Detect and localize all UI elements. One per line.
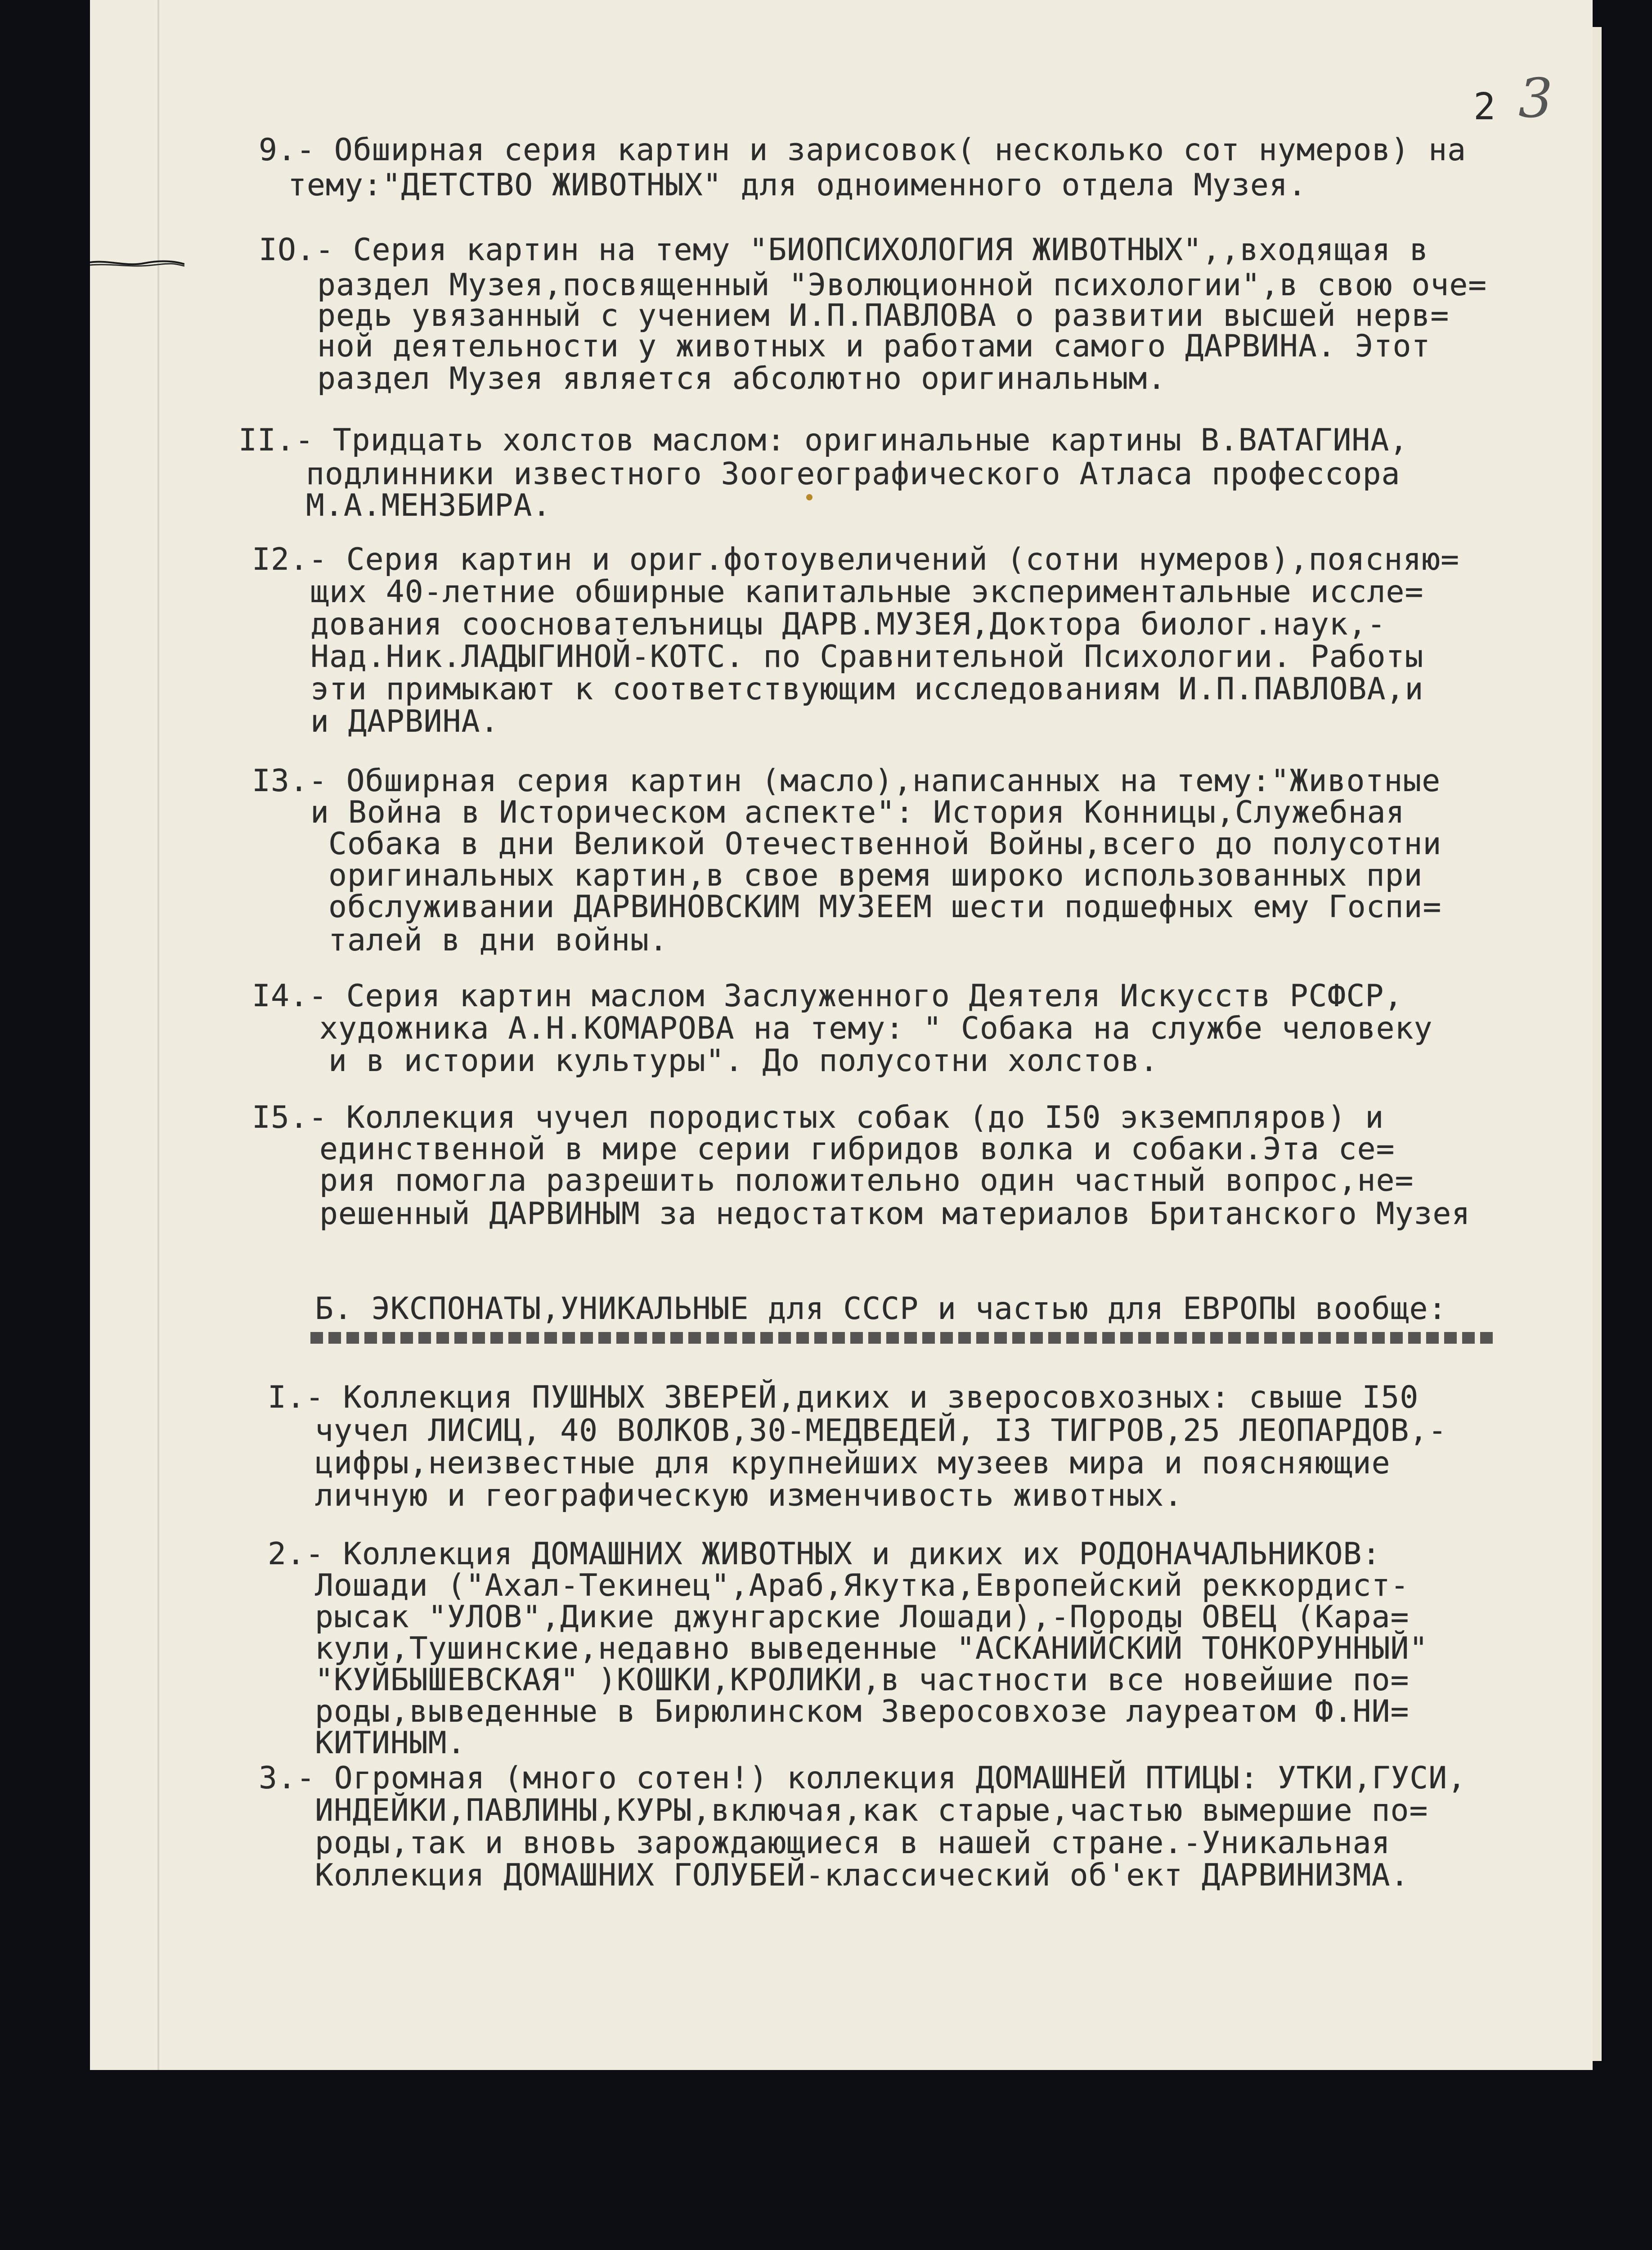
p13-line-1: I3.- Обширная серия картин (масло),написанных на тему:"Животные (252, 763, 1441, 799)
b2-line-7: КИТИНЫМ. (315, 1725, 466, 1761)
b2-line-1: 2.- Коллекция ДОМАШНИХ ЖИВОТНЫХ и диких их РОДОНАЧАЛЬНИКОВ: (268, 1536, 1381, 1572)
heading-double-underline (310, 1332, 1494, 1344)
b1-line-1: I.- Коллекция ПУШНЫХ ЗВЕРЕЙ,диких и зверосовхозных: свыше I50 (268, 1380, 1419, 1415)
b1-line-4: личную и географическую изменчивость животных. (315, 1478, 1183, 1513)
p12-line-3: дования сооснователъницы ДАРВ.МУЗЕЯ,Доктора биолог.наук,- (310, 607, 1386, 642)
p14-line-1: I4.- Серия картин маслом Заслуженного Деятеля Искусств РСФСР, (252, 978, 1403, 1014)
p12-line-1: I2.- Серия картин и ориг.фотоувеличений (сотни нумеров),поясняю= (252, 542, 1460, 577)
b2-line-6: роды,выведенные в Бирюлинском Зверосовхозе лауреатом Ф.НИ= (315, 1694, 1410, 1729)
p10-line-1: IO.- Серия картин на тему "БИОПСИХОЛОГИЯ ЖИВОТНЫХ",,входящая в (259, 232, 1429, 268)
p14-line-3: и в истории культуры". До полусотни холстов. (328, 1043, 1159, 1079)
p11-line-2: подлинники известного Зоогеографического Атласа профессора (306, 456, 1401, 492)
p13-line-5: обслуживании ДАРВИНОВСКИМ МУЗЕЕМ шести подшефных ему Госпи= (328, 889, 1442, 925)
p10-line-2: раздел Музея,посвященный "Эволюционной психологии",в свою оче= (317, 267, 1487, 303)
b1-line-3: цифры,неизвестные для крупнейших музеев мира и поясняющие (315, 1445, 1391, 1481)
p9-line-2: тему:"ДЕТСТВО ЖИВОТНЫХ" для одноименного отдела Музея. (288, 167, 1307, 203)
p13-line-4: оригинальных картин,в свое время широко использованных при (328, 858, 1423, 893)
b3-line-4: Коллекция ДОМАШНИХ ГОЛУБЕЙ-классический об'ект ДАРВИНИЗМА. (315, 1858, 1410, 1893)
p13-line-3: Собака в дни Великой Отечественной Войны,всего до полусотни (328, 826, 1442, 862)
p15-line-3: рия помогла разрешить положительно один частный вопрос,не= (319, 1163, 1414, 1198)
p12-line-2: щих 40-летние обширные капитальные экспериментальные иссле= (310, 574, 1424, 610)
p15-line-2: единственной в мире серии гибридов волка и собаки.Эта се= (319, 1131, 1395, 1167)
b2-line-4: кули,Тушинские,недавно выведенные "АСКАНИЙСКИЙ ТОНКОРУННЫЙ" (315, 1631, 1428, 1666)
p11-line-3: М.А.МЕНЗБИРА. (306, 488, 552, 523)
b2-line-5: "КУЙБЫШЕВСКАЯ" )КОШКИ,КРОЛИКИ,в частности все новейшие по= (315, 1662, 1410, 1698)
p10-line-4: ной деятельности у животных и работами самого ДАРВИНА. Этот (317, 328, 1431, 364)
page-number: 2 (1473, 86, 1496, 128)
folio-number: 3 (1518, 68, 1553, 130)
p15-line-4: решенный ДАРВИНЫМ за недостатком материалов Британского Музея (319, 1196, 1471, 1232)
p11-line-1: II.- Тридцать холстов маслом: оригинальные картины В.ВАТАГИНА, (238, 423, 1409, 458)
b3-line-3: роды,так и вновь зарождающиеся в нашей стране.-Уникальная (315, 1825, 1391, 1861)
p10-line-5: раздел Музея является абсолютно оригинальным. (317, 361, 1167, 396)
b2-line-2: Лошади ("Ахал-Текинец",Араб,Якутка,Европейский реккордист- (315, 1568, 1410, 1603)
b2-line-3: рысак "УЛОВ",Дикие джунгарские Лошади),-Породы ОВЕЦ (Кара= (315, 1599, 1410, 1635)
b1-line-2: чучел ЛИСИЦ, 40 ВОЛКОВ,30-МЕДВЕДЕЙ, I3 ТИГРОВ,25 ЛЕОПАРДОВ,- (315, 1413, 1447, 1449)
p9-line-1: 9.- Обширная серия картин и зарисовок( несколько сот нумеров) на (259, 132, 1467, 168)
b3-line-1: 3.- Огромная (много сотен!) коллекция ДОМАШНЕЙ ПТИЦЫ: УТКИ,ГУСИ, (259, 1760, 1467, 1796)
p12-line-6: и ДАРВИНА. (310, 704, 499, 739)
section-b-heading: Б. ЭКСПОНАТЫ,УНИКАЛЬНЫЕ для СССР и частью для ЕВРОПЫ вообще: (315, 1291, 1447, 1327)
p13-line-6: талей в дни войны. (328, 922, 668, 958)
p15-line-1: I5.- Коллекция чучел породистых собак (до I50 экземпляров) и (252, 1100, 1384, 1135)
p12-line-4: Над.Ник.ЛАДЫГИНОЙ-КОТС. по Сравнительной Психологии. Работы (310, 639, 1424, 675)
p13-line-2: и Война в Историческом аспекте": История Конницы,Служебная (310, 795, 1405, 830)
p10-line-3: редь увязанный с учением И.П.ПАВЛОВА о развитии высшей нерв= (317, 298, 1450, 333)
b3-line-2: ИНДЕЙКИ,ПАВЛИНЫ,КУРЫ,включая,как старые,частью вымершие по= (315, 1793, 1428, 1828)
p14-line-2: художника А.Н.КОМАРОВА на тему: " Собака на службе человеку (319, 1011, 1433, 1046)
p12-line-5: эти примыкают к соответствующим исследованиям И.П.ПАВЛОВА,и (310, 671, 1424, 707)
